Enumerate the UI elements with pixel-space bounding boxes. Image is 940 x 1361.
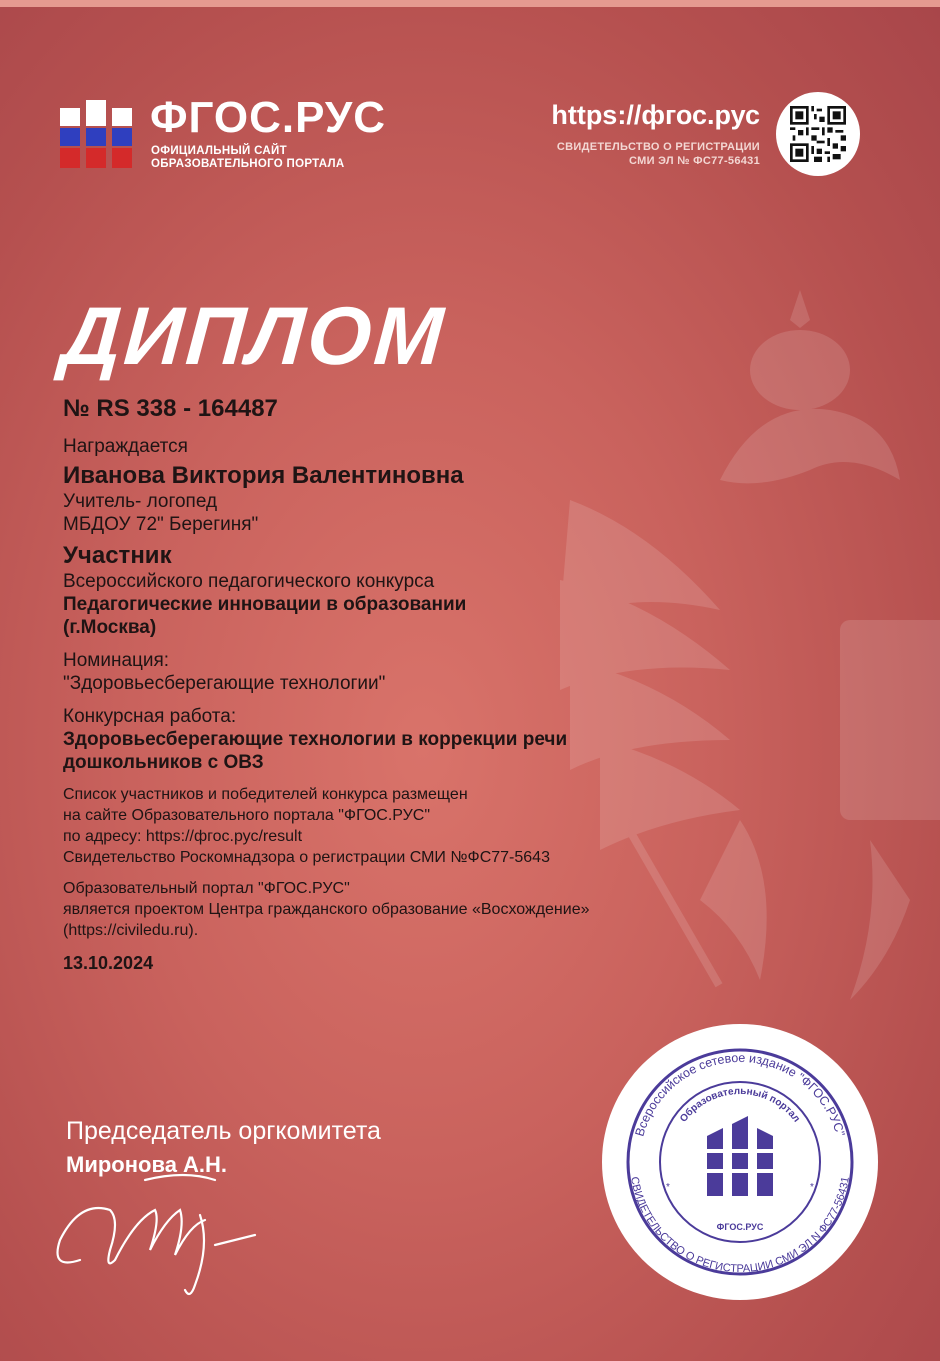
chair-title: Председатель оргкомитета bbox=[66, 1117, 381, 1145]
svg-text:*: * bbox=[666, 1182, 670, 1193]
official-stamp bbox=[602, 1024, 878, 1300]
chair-name: Миронова А.Н. bbox=[66, 1152, 228, 1177]
stamp-outer-bottom: СВИДЕТЕЛЬСТВО О РЕГИСТРАЦИИ СМИ ЭЛ N ФС77-56431 bbox=[628, 1175, 852, 1276]
contest-type: Всероссийского педагогического конкурса bbox=[63, 571, 435, 592]
registration-line-2: СМИ ЭЛ № ФС77-56431 bbox=[629, 155, 760, 167]
stamp-outer-top: Всероссийское сетевое издание "ФГОС.РУС" bbox=[632, 1050, 848, 1138]
qr-code-icon bbox=[790, 106, 846, 162]
svg-text:Образовательный портал bbox=[678, 1086, 802, 1125]
awarded-label: Награждается bbox=[63, 436, 188, 457]
info-line-2: на сайте Образовательного портала "ФГОС.РУС" bbox=[63, 807, 431, 824]
fgos-logo-icon bbox=[60, 100, 132, 172]
stamp-seal bbox=[602, 1024, 878, 1300]
nomination-value: "Здоровьесберегающие технологии" bbox=[63, 673, 386, 694]
diploma-title: ДИПЛОМ bbox=[58, 291, 449, 382]
registration-line-1: СВИДЕТЕЛЬСТВО О РЕГИСТРАЦИИ bbox=[556, 141, 760, 153]
diploma-number: № RS 338 - 164487 bbox=[63, 395, 278, 422]
site-url[interactable]: https://фгос.рус bbox=[551, 100, 760, 130]
work-title-line-2: дошкольников с ОВЗ bbox=[63, 752, 264, 773]
project-line-3: (https://civiledu.ru). bbox=[63, 922, 199, 939]
work-title-line-1: Здоровьесберегающие технологии в коррекции речи bbox=[63, 729, 568, 750]
award-status: Участник bbox=[63, 542, 172, 569]
registration-note bbox=[557, 140, 760, 168]
project-line-1: Образовательный портал "ФГОС.РУС" bbox=[63, 880, 350, 897]
svg-text:*: * bbox=[810, 1182, 814, 1193]
contest-name: Педагогические инновации в образовании bbox=[63, 594, 467, 615]
handwritten-signature bbox=[50, 1160, 270, 1300]
recipient-organization: МБДОУ 72" Берегиня" bbox=[63, 514, 259, 535]
info-line-1: Список участников и победителей конкурса размещен bbox=[63, 786, 468, 803]
info-line-3: по адресу: https://фгос.рус/result bbox=[63, 828, 303, 845]
project-line-2: является проектом Центра гражданского образование «Восхождение» bbox=[63, 901, 590, 918]
brand-subtitle bbox=[151, 145, 344, 171]
recipient-name: Иванова Виктория Валентиновна bbox=[63, 462, 464, 489]
diploma-date: 13.10.2024 bbox=[63, 953, 154, 973]
qr-code-badge bbox=[776, 92, 860, 176]
contest-city: (г.Москва) bbox=[63, 617, 157, 638]
nomination-label: Номинация: bbox=[63, 650, 170, 671]
info-line-4: Свидетельство Роскомнадзора о регистрации СМИ №ФС77-5643 bbox=[63, 849, 550, 866]
diploma-content bbox=[63, 395, 703, 974]
brand-subtitle-line-2: ОБРАЗОВАТЕЛЬНОГО ПОРТАЛА bbox=[151, 158, 345, 170]
stamp-inner-bottom: ФГОС.РУС bbox=[716, 1222, 764, 1232]
recipient-position: Учитель- логопед bbox=[63, 491, 218, 512]
top-border bbox=[0, 0, 940, 7]
brand-name: ФГОС.РУС bbox=[150, 93, 387, 142]
brand-subtitle-line-1: ОФИЦИАЛЬНЫЙ САЙТ bbox=[151, 145, 287, 157]
stamp-inner-top: Образовательный портал bbox=[678, 1085, 802, 1125]
work-label: Конкурсная работа: bbox=[63, 706, 237, 727]
stamp-building-icon bbox=[707, 1116, 773, 1196]
